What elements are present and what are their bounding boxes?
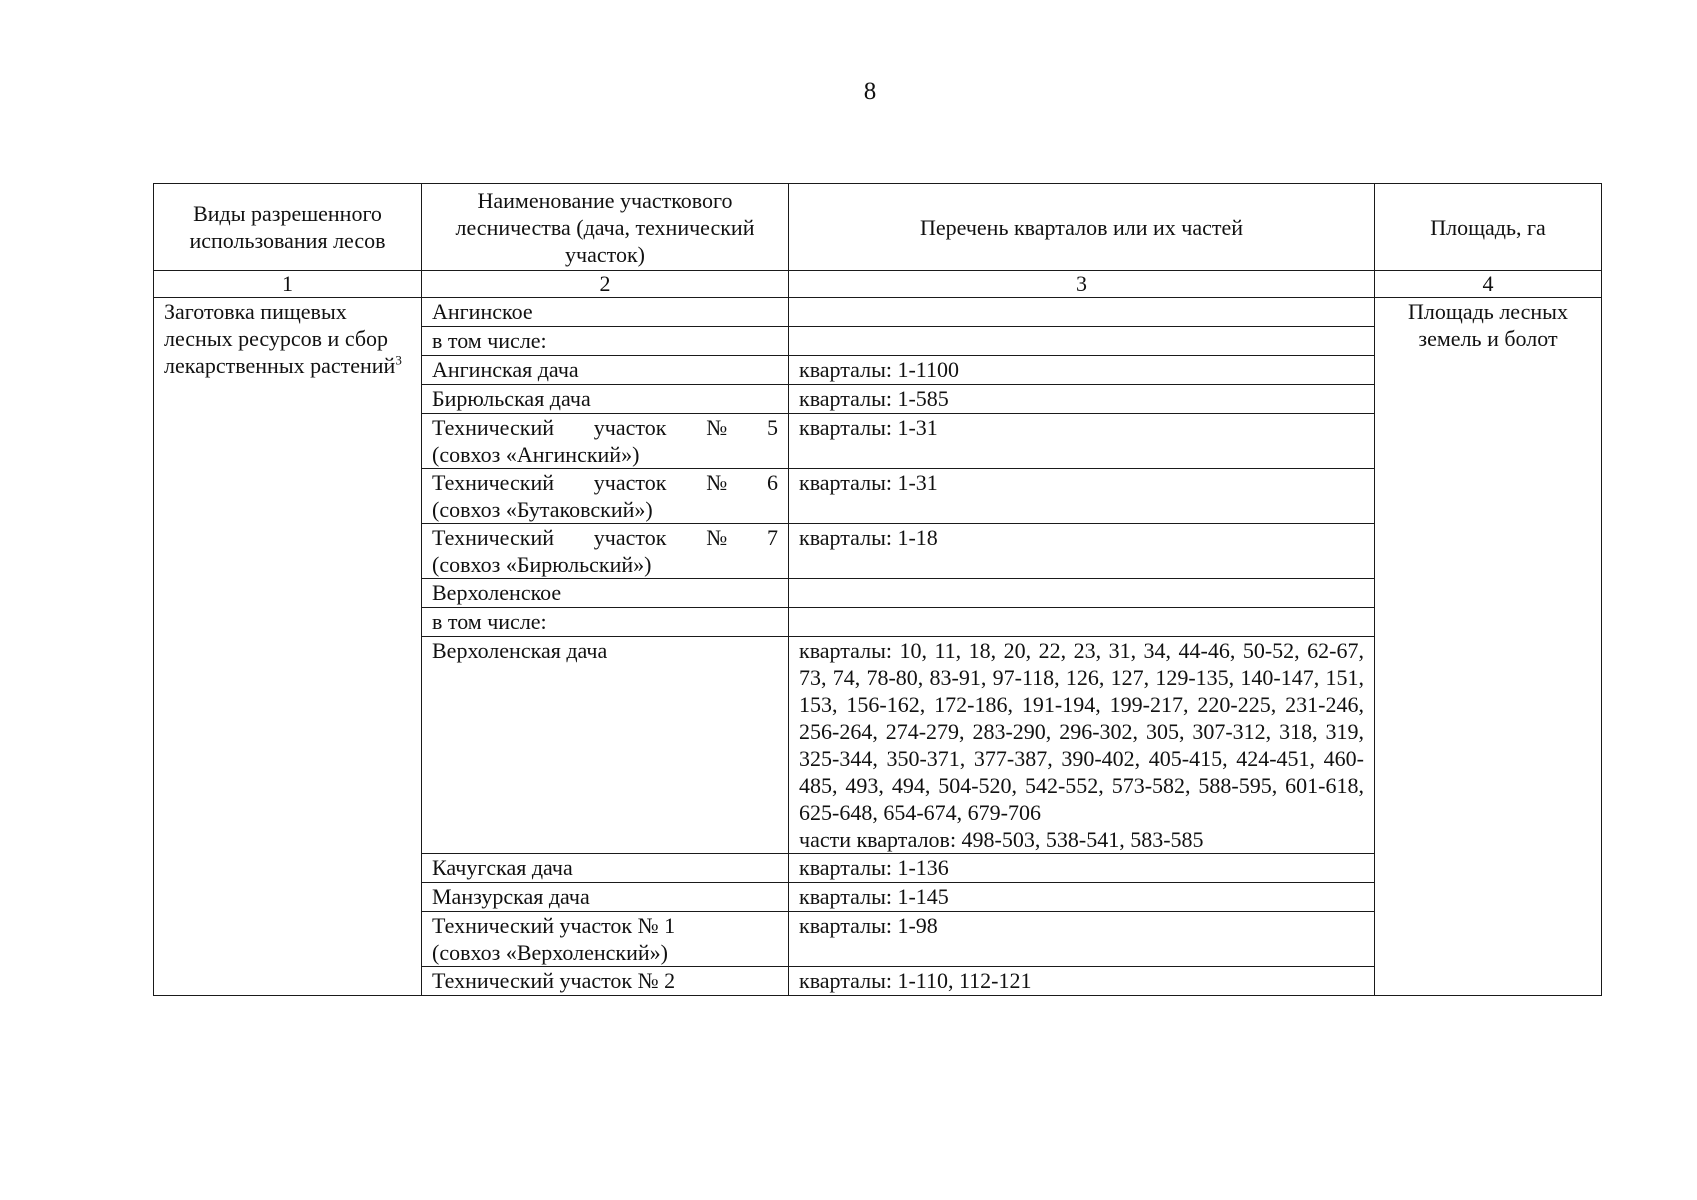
state-farm-name: (совхоз «Верхоленский»)	[432, 940, 668, 965]
name-word: 6	[767, 470, 778, 495]
column-number-row	[154, 271, 1602, 298]
quarters-cell	[789, 637, 1375, 854]
quarters-cell: кварталы: 1-145	[789, 883, 1375, 912]
table-header-row	[154, 184, 1602, 271]
column-number: 4	[1375, 271, 1602, 298]
state-farm-name: (совхоз «Ангинский»)	[432, 442, 640, 467]
quarters-list-text: кварталы: 10, 11, 18, 20, 22, 23, 31, 34, 44-46, 50-52, 62-67, 73, 74, 78-80, 83-91, 97-118, 126, 127, 129-135, 140-147, 151, 153, 156-162, 172-186, 191-194, 199-217, 220-225, 231-246, 256-264, 274-279, 283-290, 296-302, 305, 307-312, 318, 319, 325-344, 350-371, 377-387, 390-402, 405-415, 424-451, 460-485, 493, 494, 504-520, 542-552, 573-582, 588-595, 601-618, 625-648, 654-674, 679-706	[799, 638, 1364, 825]
name-word: №	[706, 525, 728, 550]
page-number: 8	[863, 78, 877, 105]
state-farm-name: (совхоз «Бирюльский»)	[432, 552, 652, 577]
tech-section-line: Технический участок № 1	[432, 913, 676, 938]
forestry-name-cell	[422, 469, 789, 524]
column-number: 2	[422, 271, 789, 298]
quarters-cell: кварталы: 1-18	[789, 524, 1375, 579]
table-row	[154, 298, 1602, 327]
forestry-name-cell: в том числе:	[422, 327, 789, 356]
quarters-cell: кварталы: 1-98	[789, 912, 1375, 967]
forestry-name-cell: Качугская дача	[422, 854, 789, 883]
quarters-cell	[789, 608, 1375, 637]
name-word: участок	[593, 525, 667, 550]
forestry-name-cell	[422, 912, 789, 967]
name-word: Технический	[432, 415, 554, 440]
forestry-name-cell: Верхоленское	[422, 579, 789, 608]
forestry-name-cell	[422, 524, 789, 579]
name-word: Технический	[432, 470, 554, 495]
quarters-cell	[789, 327, 1375, 356]
forestry-name-cell	[422, 414, 789, 469]
use-type-text: Заготовка пищевых лесных ресурсов и сбор лекарственных растений	[164, 299, 396, 378]
tech-section-line	[432, 414, 778, 441]
quarter-parts-text: части кварталов: 498-503, 538-541, 583-585	[799, 827, 1204, 852]
header-area: Площадь, га	[1375, 184, 1602, 271]
quarters-cell: кварталы: 1-585	[789, 385, 1375, 414]
forestry-name-cell: Ангинская дача	[422, 356, 789, 385]
column-number: 3	[789, 271, 1375, 298]
state-farm-name: (совхоз «Бутаковский»)	[432, 497, 653, 522]
name-word: №	[706, 415, 728, 440]
quarters-cell: кварталы: 1-31	[789, 469, 1375, 524]
quarters-cell: кварталы: 1-110, 112-121	[789, 967, 1375, 996]
column-number: 1	[154, 271, 422, 298]
use-type-cell	[154, 298, 422, 996]
tech-section-line	[432, 469, 778, 496]
quarters-cell	[789, 298, 1375, 327]
tech-section-line	[432, 524, 778, 551]
forestry-name-cell: Ангинское	[422, 298, 789, 327]
forestry-name-cell: Манзурская дача	[422, 883, 789, 912]
header-quarters-list: Перечень кварталов или их частей	[789, 184, 1375, 271]
name-word: участок	[593, 470, 667, 495]
forest-use-table	[153, 183, 1602, 996]
header-use-type: Виды разрешенного использования лесов	[154, 184, 422, 271]
footnote-marker: 3	[395, 352, 402, 368]
area-cell: Площадь лесных земель и болот	[1375, 298, 1602, 996]
forestry-name-cell: Верхоленская дача	[422, 637, 789, 854]
name-word: 7	[767, 525, 778, 550]
quarters-cell: кварталы: 1-1100	[789, 356, 1375, 385]
quarters-cell: кварталы: 1-136	[789, 854, 1375, 883]
forestry-name-cell: Технический участок № 2	[422, 967, 789, 996]
name-word: 5	[767, 415, 778, 440]
quarters-cell: кварталы: 1-31	[789, 414, 1375, 469]
forestry-name-cell: Бирюльская дача	[422, 385, 789, 414]
forestry-name-cell: в том числе:	[422, 608, 789, 637]
name-word: Технический	[432, 525, 554, 550]
quarters-cell	[789, 579, 1375, 608]
name-word: №	[706, 470, 728, 495]
header-forestry-name: Наименование участкового лесничества (дача, технический участок)	[422, 184, 789, 271]
name-word: участок	[593, 415, 667, 440]
